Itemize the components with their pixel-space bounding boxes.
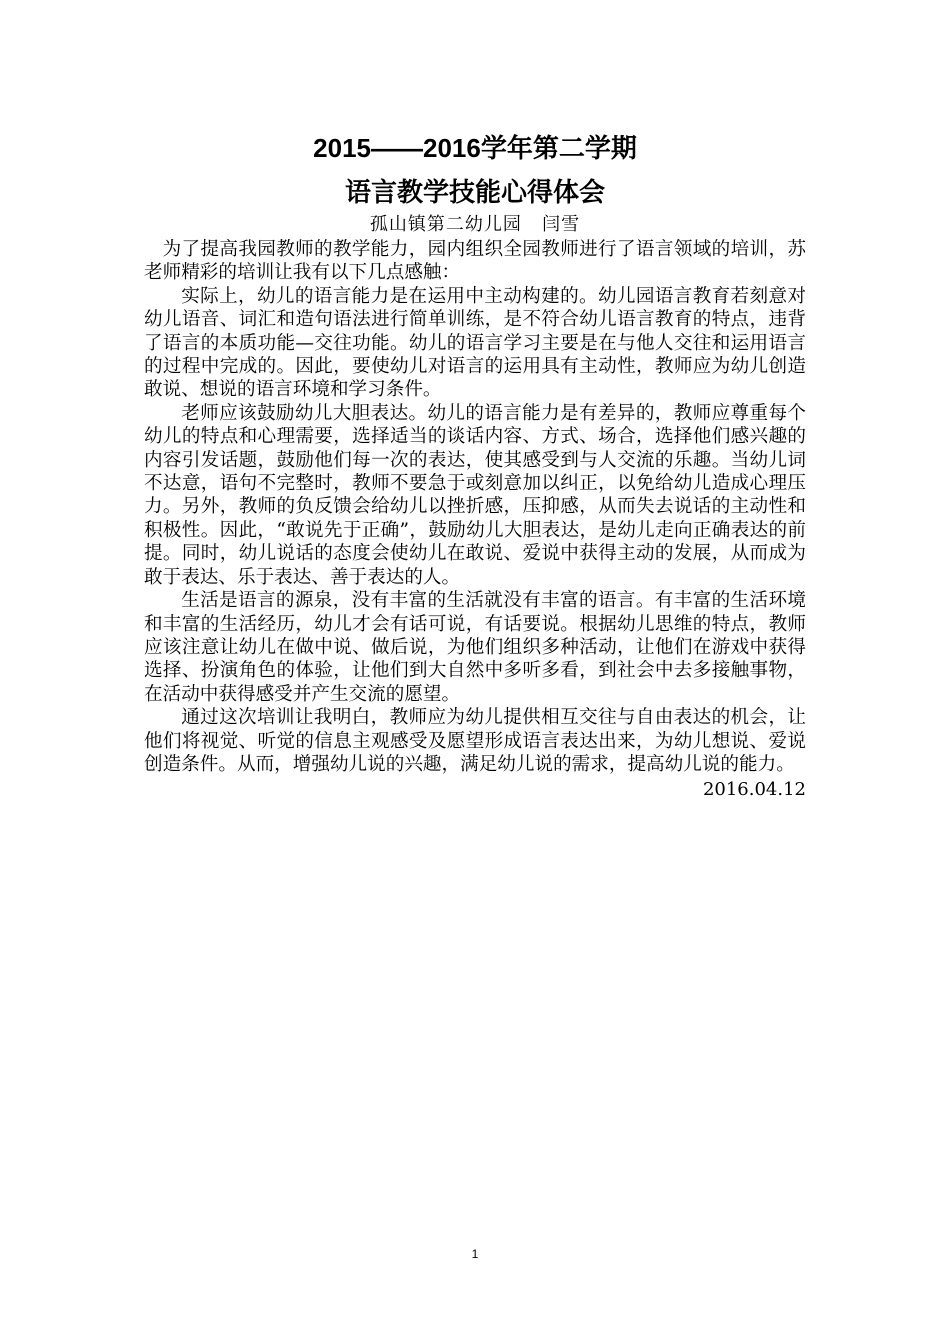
paragraph-intro: 为了提高我园教师的教学能力，园内组织全园教师进行了语言领域的培训，苏老师精彩的培训让我有以下几点感触： [144,239,806,284]
document-date: 2016.04.12 [702,779,806,801]
title-term: 2015——2016学年第二学期 [313,133,637,163]
author-line: 孤山镇第二幼儿园 闫雪 [369,214,581,235]
page-number: 1 [471,1247,479,1261]
paragraph-4: 通过这次培训让我明白，教师应为幼儿提供相互交往与自由表达的机会，让他们将视觉、听觉的信息主观感受及愿望形成语言表达出来，为幼儿想说、爱说创造条件。从而，增强幼儿说的兴趣，满足幼儿说的需求，提高幼儿说的能力。 [144,707,806,775]
paragraph-3: 生活是语言的源泉，没有丰富的生活就没有丰富的语言。有丰富的生活环境和丰富的生活经历，幼儿才会有话可说，有话要说。根据幼儿思维的特点，教师应该注意让幼儿在做中说、做后说，为他们组织多种活动，让他们在游戏中获得选择、扮演角色的体验，让他们到大自然中多听多看，到社会中去多接触事物，在活动中获得感受并产生交流的愿望。 [144,590,806,705]
paragraph-1: 实际上，幼儿的语言能力是在运用中主动构建的。幼儿园语言教育若刻意对幼儿语音、词汇和造句语法进行简单训练，是不符合幼儿语言教育的特点，违背了语言的本质功能—交往功能。幼儿的语言学习主要是在与他人交往和运用语言的过程中完成的。因此，要使幼儿对语言的运用具有主动性，教师应为幼儿创造敢说、想说的语言环境和学习条件。 [144,285,806,401]
paragraph-2: 老师应该鼓励幼儿大胆表达。幼儿的语言能力是有差异的，教师应尊重每个幼儿的特点和心理需要，选择适当的谈话内容、方式、场合，选择他们感兴趣的内容引发话题，鼓励他们每一次的表达，使其感受到与人交流的乐趣。当幼儿词不达意，语句不完整时，教师不要急于或刻意加以纠正，以免给幼儿造成心理压力。另外，教师的负反馈会给幼儿以挫折感，压抑感，从而失去说话的主动性和积极性。因此，“敢说先于正确”，鼓励幼儿大胆表达，是幼儿走向正确表达的前提。同时，幼儿说话的态度会使幼儿在敢说、爱说中获得主动的发展，从而成为敢于表达、乐于表达、善于表达的人。 [144,402,806,588]
document-body [144,128,806,802]
title-topic: 语言教学技能心得体会 [344,177,605,207]
